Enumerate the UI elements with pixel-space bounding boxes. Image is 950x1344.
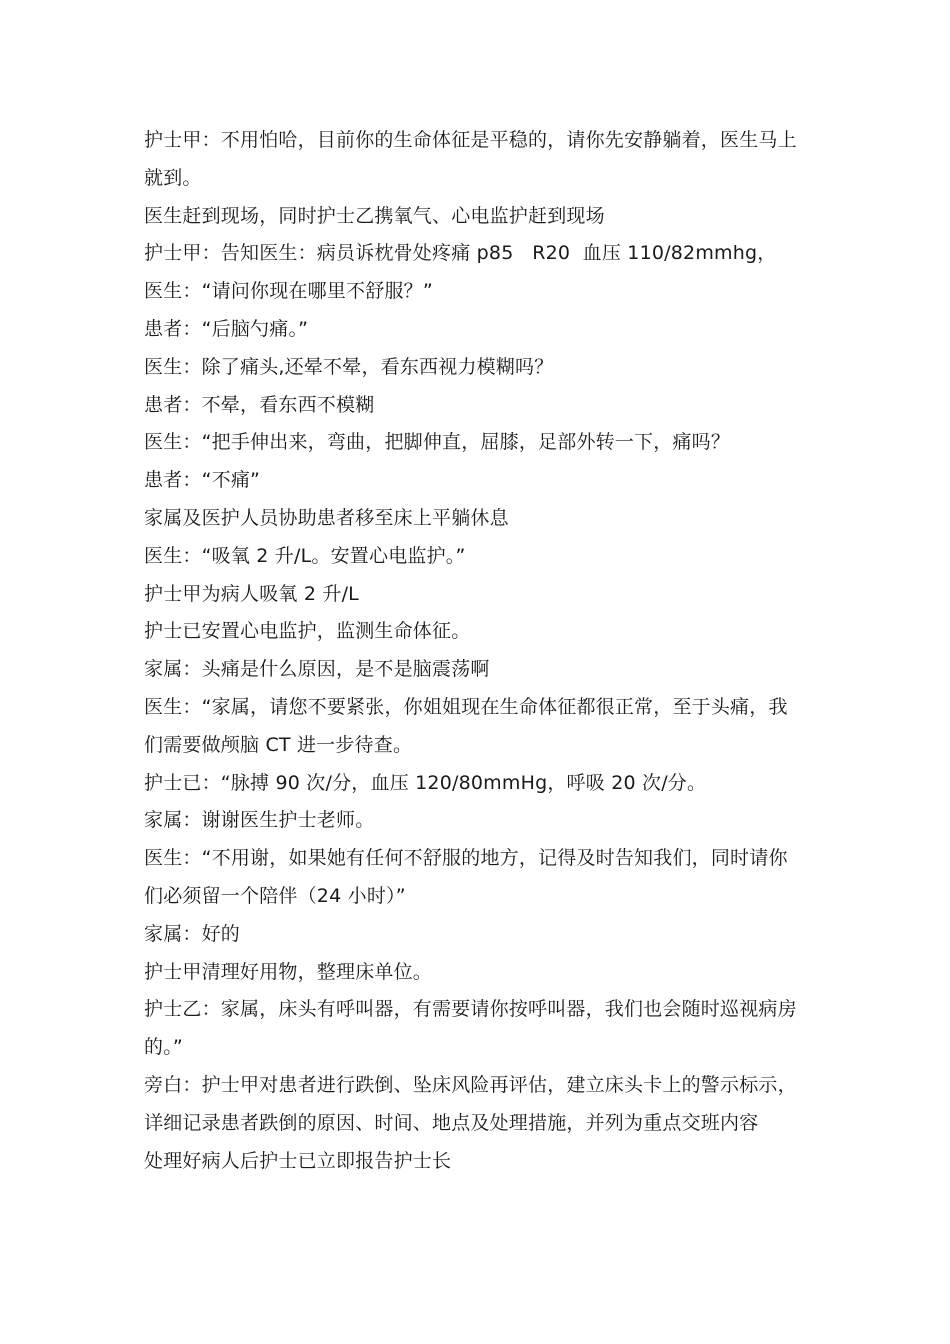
text-line: 护士甲：不用怕哈，目前你的生命体征是平稳的，请你先安静躺着，医生马上 <box>144 129 797 151</box>
text-line: 护士甲：告知医生：病员诉枕骨处疼痛 p85 R20 血压 110/82mmhg， <box>144 242 777 265</box>
text-line: 医生：“请问你现在哪里不舒服？” <box>144 280 433 303</box>
text-line: 家属：头痛是什么原因，是不是脑震荡啊 <box>144 658 490 681</box>
text-line: 护士已：“脉搏 90 次/分，血压 120/80mmHg，呼吸 20 次/分。 <box>144 771 707 794</box>
text-line: 护士乙：家属，床头有呼叫器，有需要请你按呼叫器，我们也会随时巡视病房 <box>144 998 797 1021</box>
text-line: 护士已安置心电监护，监测生命体征。 <box>144 620 471 643</box>
document-body <box>144 122 804 1180</box>
text-line: 护士甲为病人吸氧 2 升/L <box>144 582 359 605</box>
text-line: 就到。 <box>144 166 202 189</box>
text-line: 详细记录患者跌倒的原因、时间、地点及处理措施，并列为重点交班内容 <box>144 1111 759 1134</box>
text-line: 医生：“不用谢，如果她有任何不舒服的地方，记得及时告知我们，同时请你 <box>144 847 788 870</box>
text-line: 医生：除了痛头,还晕不晕，看东西视力模糊吗？ <box>144 355 554 378</box>
text-line: 患者：不晕，看东西不模糊 <box>144 393 375 416</box>
text-line: 家属：谢谢医生护士老师。 <box>144 809 375 832</box>
text-line: 医生赶到现场，同时护士乙携氧气、心电监护赶到现场 <box>144 204 605 227</box>
text-line: 护士甲清理好用物，整理床单位。 <box>144 960 433 983</box>
text-line: 患者：“后脑勺痛。” <box>144 317 309 340</box>
text-line: 家属：好的 <box>144 922 241 945</box>
text-line: 的。” <box>144 1036 183 1059</box>
text-line: 们必须留一个陪伴（24 小时）” <box>144 884 406 907</box>
text-line: 患者：“不痛” <box>144 469 261 492</box>
text-line: 处理好病人后护士已立即报告护士长 <box>144 1149 452 1172</box>
text-line: 旁白：护士甲对患者进行跌倒、坠床风险再评估，建立床头卡上的警示标示， <box>144 1073 797 1096</box>
text-line: 医生：“把手伸出来，弯曲，把脚伸直，屈膝，足部外转一下，痛吗？ <box>144 431 731 454</box>
text-line: 医生：“家属，请您不要紧张，你姐姐现在生命体征都很正常，至于头痛，我 <box>144 695 788 718</box>
text-line: 家属及医护人员协助患者移至床上平躺休息 <box>144 506 509 529</box>
text-line: 们需要做颅脑 CT 进一步待查。 <box>144 733 413 756</box>
text-line: 医生：“吸氧 2 升/L。安置心电监护。” <box>144 544 466 567</box>
